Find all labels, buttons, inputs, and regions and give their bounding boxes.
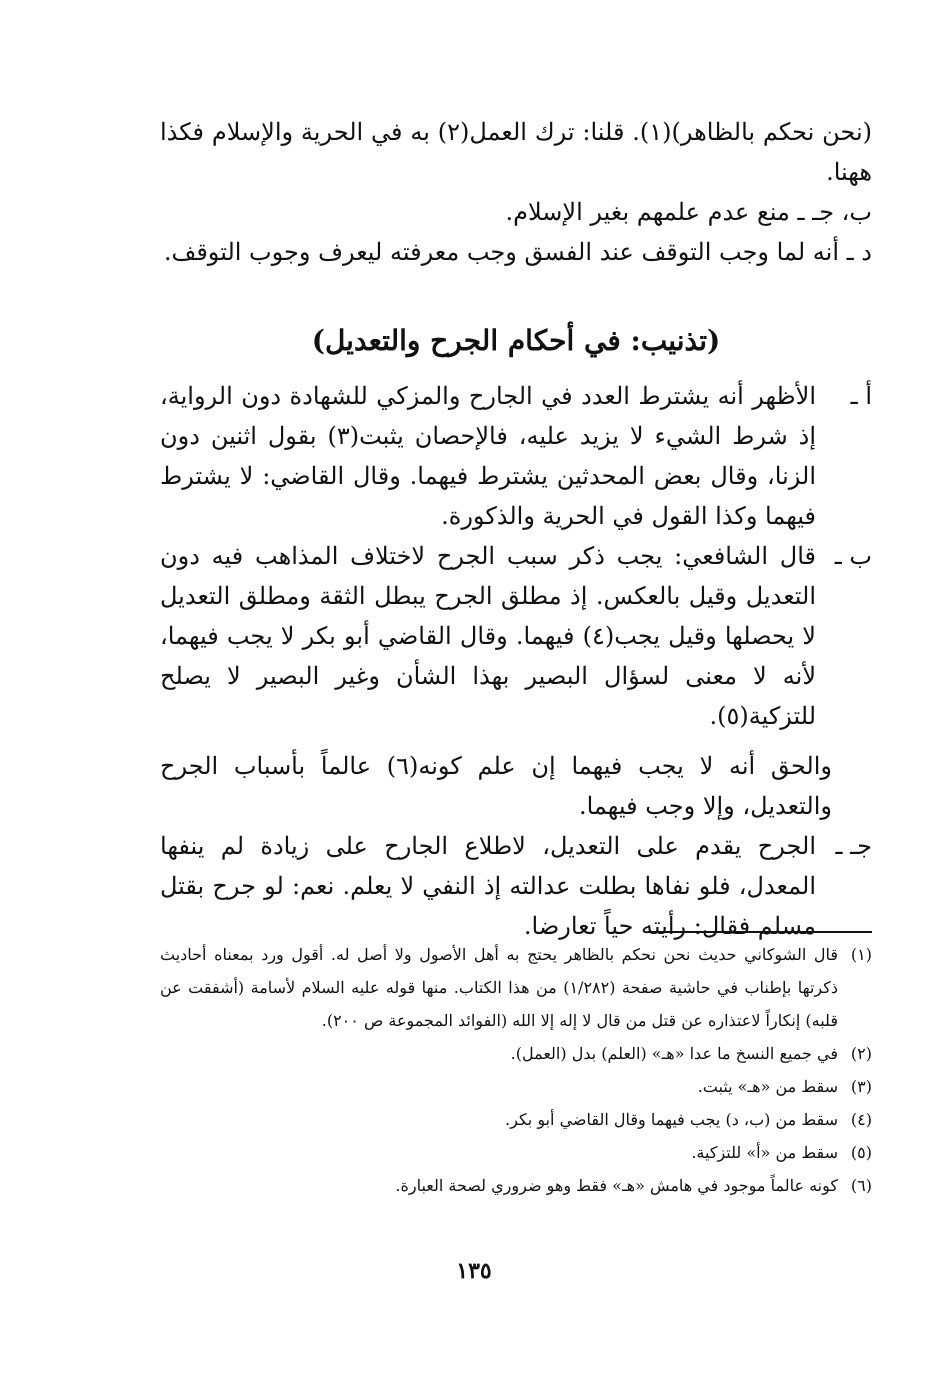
item-bj (160, 192, 872, 232)
item-d-label: د ـ (846, 238, 872, 266)
paragraph-haqq-text: والحق أنه لا يجب فيهما إن علم كونه(٦) عالماً بأسباب الجرح والتعديل، وإلا وجب فيهما. (160, 752, 833, 820)
section-body (160, 376, 872, 946)
item-a (160, 376, 872, 536)
item-a-label: أ ـ (850, 382, 872, 410)
item-j (160, 826, 872, 946)
footnotes (160, 938, 872, 1202)
footnote-4-number: (٤) (850, 1110, 872, 1129)
item-bj-label: ب، جـ ـ (797, 198, 872, 226)
footnote-6-number: (٦) (850, 1176, 872, 1195)
item-j-label: جـ ـ (835, 832, 872, 860)
page-number: ١٣٥ (456, 1258, 492, 1284)
top-block (160, 112, 872, 272)
paragraph-continuation: (نحن نحكم بالظاهر)(١). قلنا: ترك العمل(٢) به في الحرية والإسلام فكذا ههنا. (160, 118, 872, 186)
footnote-2 (160, 1037, 872, 1070)
footnote-5 (160, 1136, 872, 1169)
item-d-text: أنه لما وجب التوقف عند الفسق وجب معرفته ليعرف وجوب التوقف. (163, 238, 839, 266)
paragraph-haqq (160, 746, 872, 826)
item-a-text: الأظهر أنه يشترط العدد في الجارح والمزكي للشهادة دون الرواية، إذ شرط الشيء لا يزيد عليه، فالإحصان يثبت(٣) بقول اثنين دون الزنا، وقال بعض المحدثين يشترط فيهما. وقال القاضي: لا يشترط فيهما وكذا القول في الحرية والذكورة. (160, 382, 816, 530)
item-b-text: قال الشافعي: يجب ذكر سبب الجرح لاختلاف المذاهب فيه دون التعديل وقيل بالعكس. إذ مطلق الجرح يبطل الثقة ومطلق التعديل لا يحصلها وقيل يجب(٤) فيهما. وقال القاضي أبو بكر لا يجب فيهما، لأنه لا معنى لسؤال البصير بهذا الشأن وغير البصير لا يصلح للتزكية(٥). (160, 542, 817, 730)
footnote-6 (160, 1169, 872, 1202)
footnote-3-number: (٣) (850, 1077, 872, 1096)
footnote-2-number: (٢) (850, 1044, 872, 1063)
item-b-label: ب ـ (834, 542, 872, 570)
item-j-text: الجرح يقدم على التعديل، لاطلاع الجارح على زيادة لم ينفها المعدل، فلو نفاها بطلت عدالته إذ النفي لا يعلم. نعم: لو جرح بقتل مسلم فقال: رأيته حياً تعارضا. (160, 832, 816, 940)
footnote-3-text: سقط من «هـ» يثبت. (697, 1077, 838, 1096)
footnote-1-text: قال الشوكاني حديث نحن نحكم بالظاهر يحتج به أهل الأصول ولا أصل له. أقول ورد بمعناه أحاديث ذكرتها بإطناب في حاشية صفحة (١/٢٨٢) من هذا الكتاب. منها قوله عليه السلام لأسامة (أشفقت عن قلبه) إنكاراً لاعتذاره عن قتل من قال لا إله إلا الله (الفوائد المجموعة ص ٢٠٠). (160, 945, 838, 1030)
footnote-1-number: (١) (850, 945, 872, 964)
item-d (160, 232, 872, 272)
footnote-separator (648, 931, 872, 933)
footnote-3 (160, 1070, 872, 1103)
footnote-2-text: في جميع النسخ ما عدا «هـ» (العلم) بدل (العمل). (510, 1044, 838, 1063)
section-heading: (تذنيب: في أحكام الجرح والتعديل) (311, 324, 721, 357)
footnote-1 (160, 938, 872, 1037)
footnote-6-text: كونه عالماً موجود في هامش «هـ» فقط وهو ضروري لصحة العبارة. (395, 1176, 838, 1195)
footnote-5-number: (٥) (850, 1143, 872, 1162)
footnote-4-text: سقط من (ب، د) يجب فيهما وقال القاضي أبو بكر. (505, 1110, 838, 1129)
footnote-4 (160, 1103, 872, 1136)
footnote-5-text: سقط من «أ» للتزكية. (691, 1143, 838, 1162)
item-b (160, 536, 872, 736)
item-bj-text: منع عدم علمهم بغير الإسلام. (505, 198, 790, 226)
